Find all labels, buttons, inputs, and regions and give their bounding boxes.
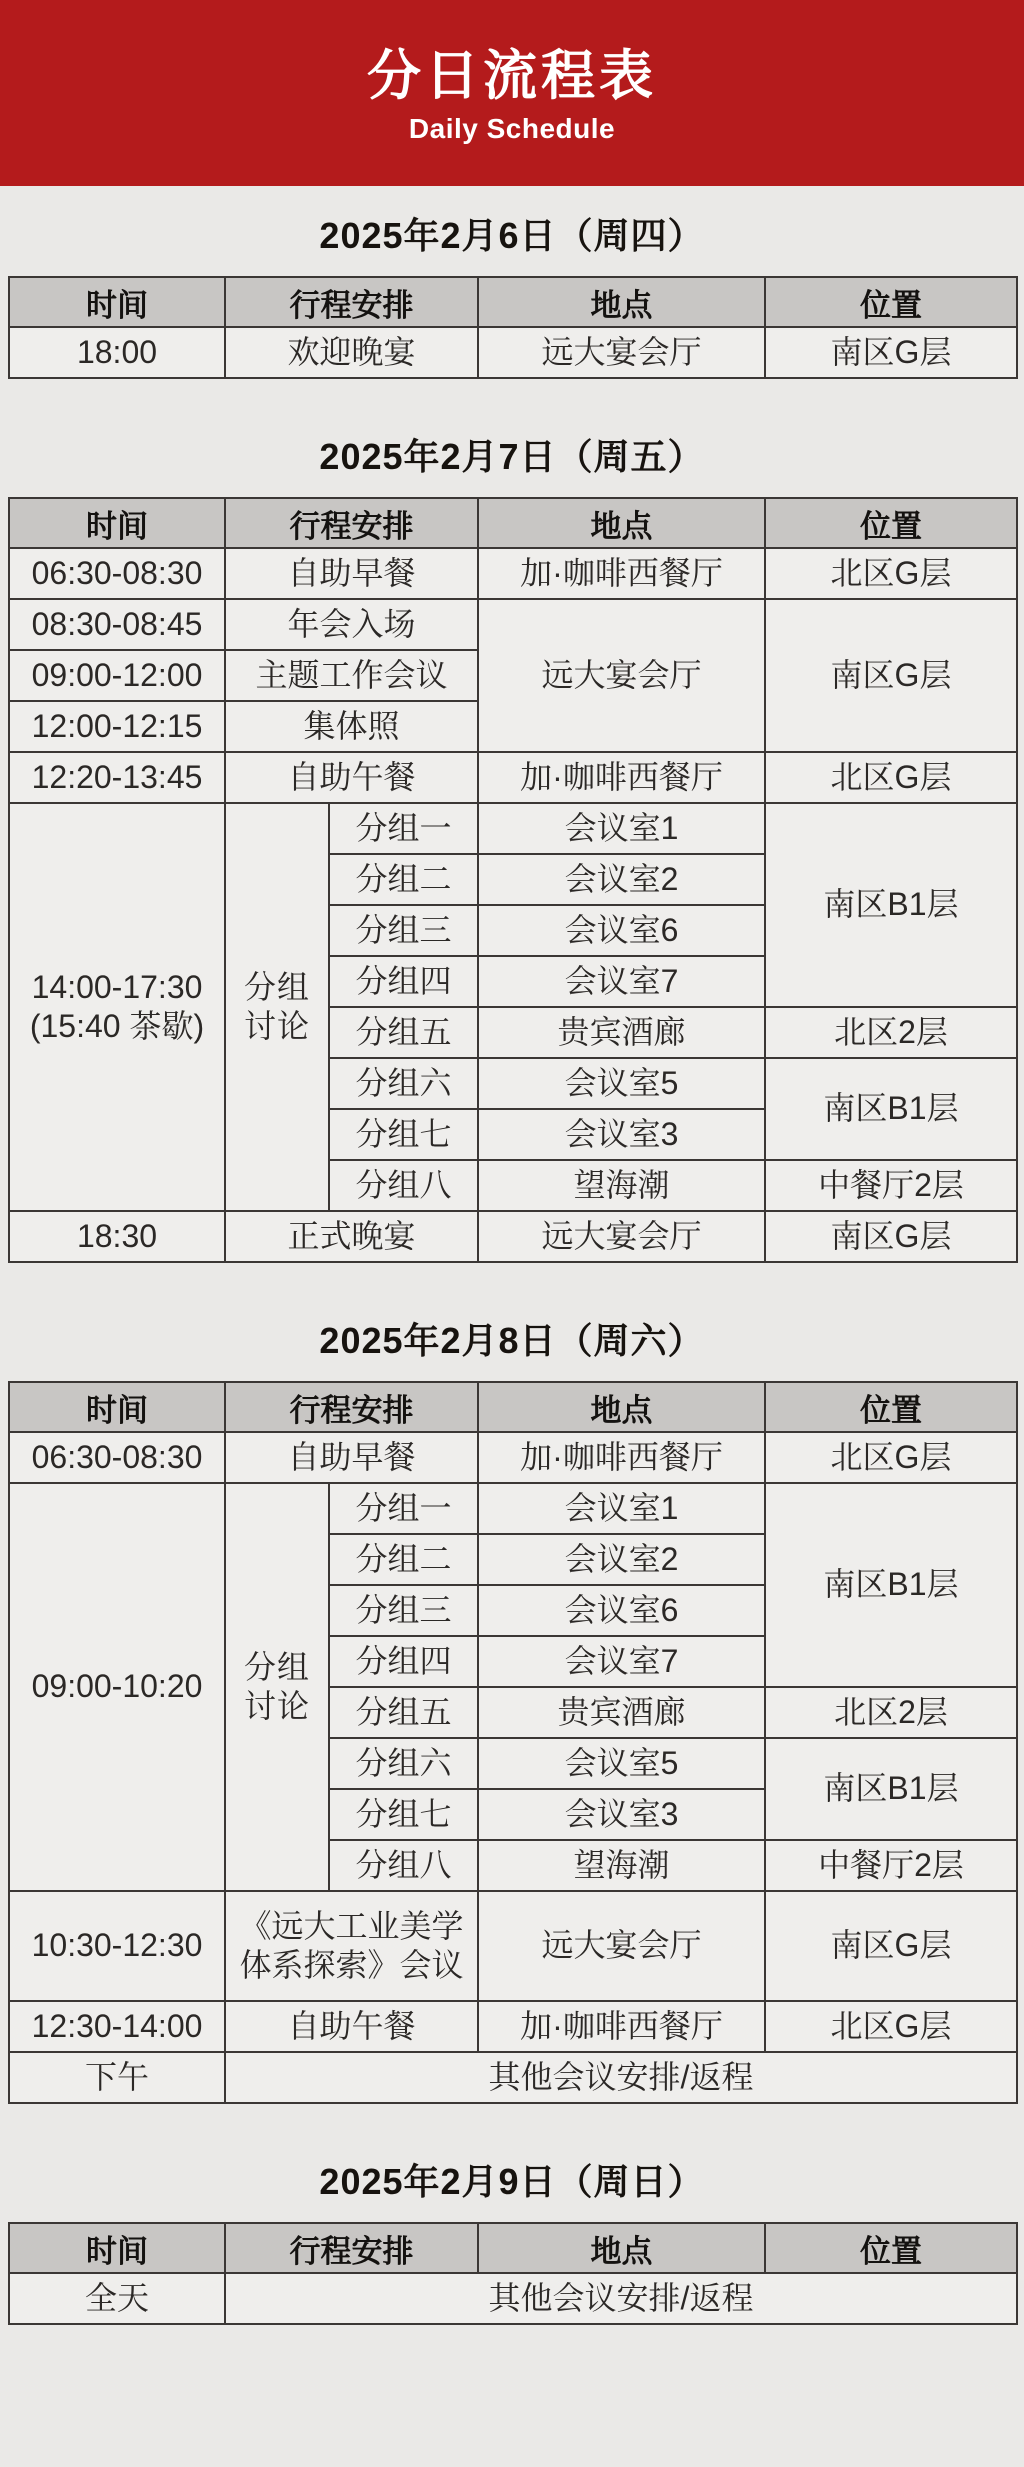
header-cell: 时间 [9,498,225,548]
position-cell: 中餐厅2层 [765,1160,1017,1211]
group-cell: 分组四 [329,956,478,1007]
activity-cell: 集体照 [225,701,478,752]
location-cell: 会议室1 [478,803,765,854]
location-cell: 会议室6 [478,1585,765,1636]
schedule-sections [0,214,1024,2339]
time-cell: 12:20-13:45 [9,752,225,803]
location-cell: 会议室7 [478,956,765,1007]
group-cell: 分组六 [329,1738,478,1789]
group-cell: 分组五 [329,1687,478,1738]
day-section [0,214,1024,379]
day-heading: 2025年2月7日（周五） [319,436,705,477]
note-cell: 其他会议安排/返程 [225,2052,1017,2103]
table-row [9,1483,1017,1534]
time-cell: 14:00-17:30 (15:40 茶歇) [9,803,225,1211]
day-heading: 2025年2月9日（周日） [319,2161,705,2202]
day-section [0,2160,1024,2325]
table-row [9,752,1017,803]
location-cell: 会议室2 [478,854,765,905]
schedule-table [8,497,1018,1263]
header-cell: 位置 [765,2223,1017,2273]
time-cell: 06:30-08:30 [9,1432,225,1483]
group-cell: 分组七 [329,1789,478,1840]
header-cell: 时间 [9,1382,225,1432]
location-cell: 远大宴会厅 [478,599,765,752]
location-cell: 会议室1 [478,1483,765,1534]
header-cell: 行程安排 [225,498,478,548]
group-cell: 分组八 [329,1840,478,1891]
activity-cell: 正式晚宴 [225,1211,478,1262]
group-cell: 分组八 [329,1160,478,1211]
table-row [9,2001,1017,2052]
position-cell: 中餐厅2层 [765,1840,1017,1891]
activity-cell: 年会入场 [225,599,478,650]
position-cell: 南区G层 [765,1211,1017,1262]
time-cell: 下午 [9,2052,225,2103]
group-cell: 分组四 [329,1636,478,1687]
location-cell: 会议室3 [478,1789,765,1840]
header-cell: 位置 [765,498,1017,548]
page-title: 分日流程表 [367,46,657,106]
time-cell: 全天 [9,2273,225,2324]
time-cell: 10:30-12:30 [9,1891,225,2001]
location-cell: 会议室3 [478,1109,765,1160]
position-cell: 北区G层 [765,752,1017,803]
location-cell: 加·咖啡西餐厅 [478,548,765,599]
day-heading: 2025年2月6日（周四） [319,215,705,256]
position-cell: 南区B1层 [765,1738,1017,1840]
group-cell: 分组二 [329,1534,478,1585]
table-row [9,599,1017,650]
time-cell: 12:00-12:15 [9,701,225,752]
location-cell: 会议室2 [478,1534,765,1585]
group-cell: 分组五 [329,1007,478,1058]
position-cell: 南区G层 [765,599,1017,752]
activity-cell: 自助早餐 [225,1432,478,1483]
group-cell: 分组七 [329,1109,478,1160]
location-cell: 远大宴会厅 [478,1891,765,2001]
group-cell: 分组一 [329,1483,478,1534]
time-cell: 08:30-08:45 [9,599,225,650]
position-cell: 南区B1层 [765,803,1017,1007]
group-cell: 分组二 [329,854,478,905]
header-cell: 行程安排 [225,1382,478,1432]
header-cell: 位置 [765,1382,1017,1432]
location-cell: 贵宾酒廊 [478,1007,765,1058]
position-cell: 北区G层 [765,2001,1017,2052]
table-row [9,1211,1017,1262]
location-cell: 会议室5 [478,1058,765,1109]
location-cell: 望海潮 [478,1840,765,1891]
group-cell: 分组三 [329,1585,478,1636]
table-row [9,1432,1017,1483]
schedule-table [8,276,1018,379]
time-cell: 18:30 [9,1211,225,1262]
position-cell: 北区2层 [765,1007,1017,1058]
table-row [9,327,1017,378]
position-cell: 北区G层 [765,548,1017,599]
time-cell: 12:30-14:00 [9,2001,225,2052]
location-cell: 贵宾酒廊 [478,1687,765,1738]
time-cell: 06:30-08:30 [9,548,225,599]
page-subtitle: Daily Schedule [408,112,616,144]
group-cell: 分组一 [329,803,478,854]
location-cell: 望海潮 [478,1160,765,1211]
position-cell: 南区G层 [765,1891,1017,2001]
table-row [9,548,1017,599]
location-cell: 加·咖啡西餐厅 [478,2001,765,2052]
position-cell: 北区G层 [765,1432,1017,1483]
location-cell: 远大宴会厅 [478,327,765,378]
location-cell: 远大宴会厅 [478,1211,765,1262]
banner [0,0,1024,186]
header-cell: 行程安排 [225,277,478,327]
header-cell: 地点 [478,498,765,548]
location-cell: 加·咖啡西餐厅 [478,752,765,803]
header-cell: 位置 [765,277,1017,327]
note-cell: 其他会议安排/返程 [225,2273,1017,2324]
position-cell: 南区B1层 [765,1058,1017,1160]
position-cell: 北区2层 [765,1687,1017,1738]
header-cell: 地点 [478,2223,765,2273]
group-cell: 分组三 [329,905,478,956]
schedule-table [8,1381,1018,2104]
header-cell: 地点 [478,277,765,327]
table-row [9,2273,1017,2324]
activity-cell: 欢迎晚宴 [225,327,478,378]
time-cell: 09:00-10:20 [9,1483,225,1891]
day-heading: 2025年2月8日（周六） [319,1320,705,1361]
table-row [9,1891,1017,2001]
activity-cell: 主题工作会议 [225,650,478,701]
location-cell: 加·咖啡西餐厅 [478,1432,765,1483]
location-cell: 会议室5 [478,1738,765,1789]
day-section [0,435,1024,1263]
activity-cell: 自助午餐 [225,2001,478,2052]
table-row [9,803,1017,854]
day-section [0,1319,1024,2104]
time-cell: 18:00 [9,327,225,378]
time-cell: 09:00-12:00 [9,650,225,701]
position-cell: 南区B1层 [765,1483,1017,1687]
location-cell: 会议室6 [478,905,765,956]
header-cell: 行程安排 [225,2223,478,2273]
group-cell: 分组六 [329,1058,478,1109]
activity-cell: 自助午餐 [225,752,478,803]
position-cell: 南区G层 [765,327,1017,378]
activity-cell: 《远大工业美学 体系探索》会议 [225,1891,478,2001]
schedule-table [8,2222,1018,2325]
location-cell: 会议室7 [478,1636,765,1687]
header-cell: 地点 [478,1382,765,1432]
group-category-cell: 分组 讨论 [225,803,329,1211]
group-category-cell: 分组 讨论 [225,1483,329,1891]
table-row [9,2052,1017,2103]
header-cell: 时间 [9,277,225,327]
header-cell: 时间 [9,2223,225,2273]
activity-cell: 自助早餐 [225,548,478,599]
